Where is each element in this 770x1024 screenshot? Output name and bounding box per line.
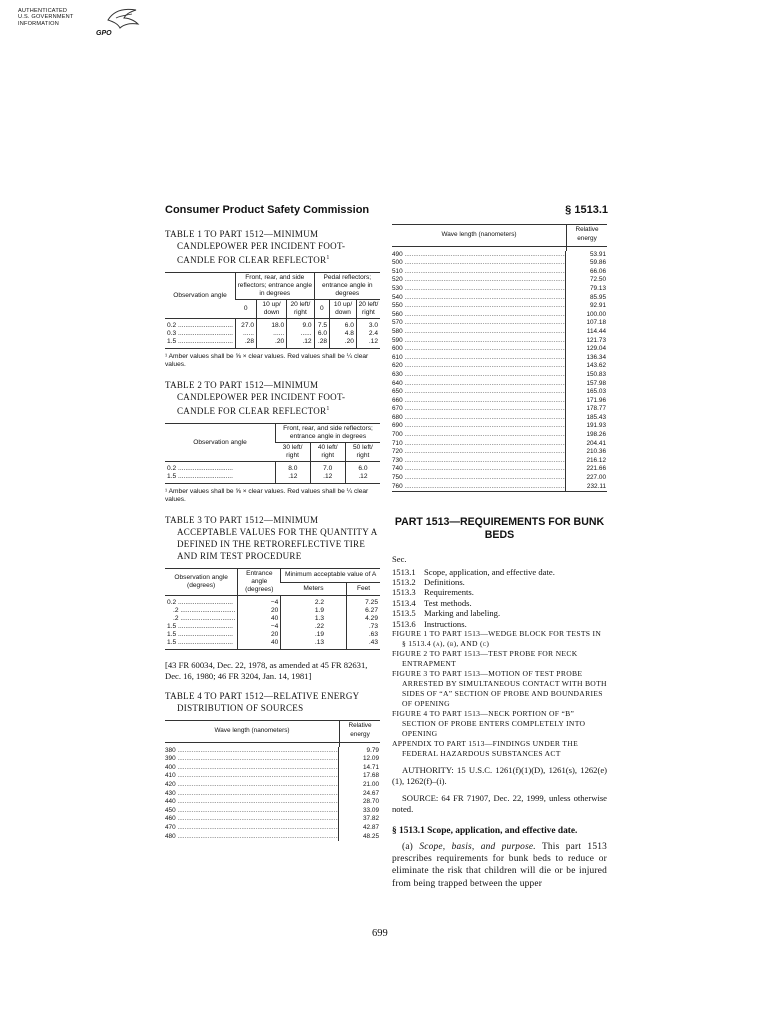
relative-energy-cell: 216.12 [565,457,607,466]
table1-footnote: ¹ Amber values shall be ⅝ × clear values. Red values shall be ¼ clear values. [165,353,369,368]
wave-length-cell: 450 ..... [165,807,338,816]
table4 [165,720,380,841]
table-row [392,483,607,492]
table-row: .2 .............................. 40 1.3 4.29 [173,615,378,622]
table-row [392,388,607,397]
logo-brand: GPO [96,30,112,37]
wave-length-cell: 710 ..... [392,440,565,449]
logo-line: U.S. GOVERNMENT [18,14,74,21]
relative-energy-cell: 72.50 [565,276,607,285]
wave-length-cell: 510 ..... [392,268,565,277]
gpo-authentication-seal [18,6,143,48]
relative-energy-cell: 59.86 [565,259,607,268]
page-number: 699 [372,928,388,939]
table-row: 1.5 .............................. .28 .20 .12 .28 .20 .12 [165,338,380,349]
table2-subheader: 30 left/ right [276,443,311,462]
right-column [392,224,607,890]
part-1513-heading: PART 1513—REQUIREMENTS FOR BUNK BEDS [394,516,605,542]
relative-energy-cell: 204.41 [565,440,607,449]
table2-header-observation: Observation angle [165,424,276,462]
wave-length-cell: 630 ..... [392,371,565,380]
table-row: 1.5 .............................. 40 .13 .43 [165,639,380,650]
relative-energy-cell: 100.00 [565,311,607,320]
section-1513-1-heading: § 1513.1 Scope, application, and effective date. [392,826,578,837]
table1-subheader: 0 [235,300,256,319]
relative-energy-cell: 157.98 [565,380,607,389]
wave-length-cell: 400 ..... [165,764,338,773]
relative-energy-cell: 227.00 [565,474,607,483]
wave-length-cell: 600 ..... [392,345,565,354]
table3-header-entrance: Entrance angle (degrees) [238,569,281,596]
table-row [165,772,380,781]
wave-length-cell: 530 ..... [392,285,565,294]
table-row [392,474,607,483]
table-row [392,397,607,406]
table-row: .2 .............................. 20 1.9 6.27 [173,607,378,614]
wave-length-cell: 520 ..... [392,276,565,285]
wave-length-cell: 740 ..... [392,465,565,474]
table1-subheader: 0 [314,300,329,319]
amendment-citation: [43 FR 60034, Dec. 22, 1978, as amended at 45 FR 82631, Dec. 16, 1980; 46 FR 3204, Jan. 14, 1981] [165,660,368,681]
relative-energy-cell: 143.62 [565,362,607,371]
running-header-section: § 1513.1 [565,204,608,216]
table1-subheader: 20 left/ right [287,300,314,319]
relative-energy-cell: 136.34 [565,354,607,363]
table-row [165,755,380,764]
relative-energy-cell: 92.91 [565,302,607,311]
table-of-contents [392,554,607,759]
table-row [392,362,607,371]
toc-entry: 1513.5 Marking and labeling. [392,608,501,619]
relative-energy-cell: 14.71 [338,764,380,773]
table2-footnote: ¹ Amber values shall be ⅝ × clear values. Red values shall be ¼ clear values. [165,488,369,503]
relative-energy-cell: 165.03 [565,388,607,397]
relative-energy-cell: 210.36 [565,448,607,457]
section-1513-1-body: (a) Scope, basis, and purpose. This part 1513 prescribes requirements for bunk beds to reduce or eliminate the risk that children will die or be injured from being trapped between the upper [392,842,607,889]
toc-entry: 1513.3 Requirements. [392,587,474,598]
table3-header-observation: Observation angle (degrees) [165,569,238,596]
table-row [392,371,607,380]
table-row [165,764,380,773]
table4-continued [392,224,607,492]
table3 [165,568,380,650]
table4-cont-header-wave: Wave length (nanometers) [441,231,517,238]
relative-energy-cell: 33.09 [338,807,380,816]
relative-energy-cell: 185.43 [565,414,607,423]
left-column [165,224,380,841]
table-row [165,815,380,824]
table4-caption: TABLE 4 TO PART 1512—RELATIVE ENERGY DISTRIBUTION OF SOURCES [165,691,360,713]
table-row [392,302,607,311]
toc-figure: FIGURE 2 TO PART 1513—TEST PROBE FOR NECK ENTRAPMENT [392,649,578,669]
table3-subheader: Feet [347,582,380,596]
table2-header-group: Front, rear, and side reflectors; entrance angle in degrees [276,424,381,443]
table1-subheader: 10 up/ down [257,300,287,319]
relative-energy-cell: 221.66 [565,465,607,474]
relative-energy-cell: 114.44 [565,328,607,337]
wave-length-cell: 440 ..... [165,798,338,807]
table1 [165,272,380,349]
relative-energy-cell: 79.13 [565,285,607,294]
relative-energy-cell: 42.87 [338,824,380,833]
wave-length-cell: 540 ..... [392,294,565,303]
relative-energy-cell: 37.82 [338,815,380,824]
wave-length-cell: 420 ..... [165,781,338,790]
table-row [165,781,380,790]
table-row [392,294,607,303]
table-row [392,431,607,440]
wave-length-cell: 430 ..... [165,790,338,799]
relative-energy-cell: 53.91 [565,251,607,260]
table1-subheader: 10 up/ down [330,300,357,319]
table1-subheader: 20 left/ right [356,300,380,319]
wave-length-cell: 730 ..... [392,457,565,466]
table-row [392,276,607,285]
table3-caption: TABLE 3 TO PART 1512—MINIMUM ACCEPTABLE VALUES FOR THE QUANTITY A DEFINED IN THE RETROREFLECTIVE TIRE AND RIM TEST PROCEDURE [165,515,378,561]
table-row [392,414,607,423]
table4-header-wave: Wave length (nanometers) [214,727,290,734]
relative-energy-cell: 66.06 [565,268,607,277]
table-row [392,457,607,466]
relative-energy-cell: 150.83 [565,371,607,380]
table-row [392,440,607,449]
table-row [165,824,380,833]
table-row [392,405,607,414]
relative-energy-cell: 129.04 [565,345,607,354]
table-row [392,285,607,294]
table4-header-energy: Relative energy [339,721,380,742]
wave-length-cell: 380 ..... [165,747,338,756]
wave-length-cell: 390 ..... [165,755,338,764]
toc-figure: APPENDIX TO PART 1513—FINDINGS UNDER THE FEDERAL HAZARDOUS SUBSTANCES ACT [392,739,579,759]
table-row: 0.3 .............................. ...... ...... ...... 6.0 4.8 2.4 [167,330,378,337]
wave-length-cell: 460 ..... [165,815,338,824]
wave-length-cell: 640 ..... [392,380,565,389]
wave-length-cell: 480 ..... [165,833,338,842]
table2-subheader: 50 left/ right [345,443,380,462]
table-row [392,345,607,354]
wave-length-cell: 580 ..... [392,328,565,337]
wave-length-cell: 620 ..... [392,362,565,371]
wave-length-cell: 720 ..... [392,448,565,457]
toc-entry: 1513.1 Scope, application, and effective date. [392,566,555,577]
relative-energy-cell: 85.95 [565,294,607,303]
table-row [392,465,607,474]
relative-energy-cell: 21.00 [338,781,380,790]
logo-line: AUTHENTICATED [18,8,68,14]
table-row: 1.5 .............................. .12 .12 .12 [165,473,380,484]
table-row [165,807,380,816]
table-row [165,790,380,799]
table-row [165,833,380,842]
wave-length-cell: 560 ..... [392,311,565,320]
source-note: SOURCE: 64 FR 71907, Dec. 22, 1999, unless otherwise noted. [392,793,607,815]
table1-header-observation: Observation angle [165,273,235,319]
table-row: 0.2 .............................. −4 2.2 7.25 [165,596,380,608]
wave-length-cell: 500 ..... [392,259,565,268]
table-row: 1.5 .............................. −4 .22 .73 [167,623,378,630]
table2-subheader: 40 left/ right [310,443,345,462]
table-row [165,798,380,807]
table-row [392,422,607,431]
relative-energy-cell: 232.11 [565,483,607,492]
table3-header-group: Minimum acceptable value of A [281,569,380,583]
table1-caption: TABLE 1 TO PART 1512—MINIMUM CANDLEPOWER PER INCIDENT FOOT-CANDLE FOR CLEAR REFLECTOR$^1$ [165,229,346,265]
wave-length-cell: 690 ..... [392,422,565,431]
relative-energy-cell: 48.25 [338,833,380,842]
wave-length-cell: 490 ..... [392,251,565,260]
relative-energy-cell: 24.67 [338,790,380,799]
wave-length-cell: 660 ..... [392,397,565,406]
table-row [392,380,607,389]
relative-energy-cell: 17.68 [338,772,380,781]
toc-figure: FIGURE 3 TO PART 1513—MOTION OF TEST PROBE ARRESTED BY SIMULTANEOUS CONTACT WITH BOTH SIDES OF “A” SECTION OF PROBE AND BOUNDARIES OF OPENING [392,669,607,709]
table1-header-group1: Front, rear, and side reflectors; entrance angle in degrees [235,273,314,300]
table-row: 0.2 .............................. 27.0 18.0 9.0 7.5 6.0 3.0 [165,319,380,331]
table2 [165,423,380,484]
relative-energy-cell: 121.73 [565,337,607,346]
wave-length-cell: 590 ..... [392,337,565,346]
table-row [392,268,607,277]
table-row: 0.2 .............................. 8.0 7.0 6.0 [165,462,380,474]
authority-note: AUTHORITY: 15 U.S.C. 1261(f)(1)(D), 1261(s), 1262(e)(1), 1262(f)–(i). [392,765,607,787]
toc-sec-label: Sec. [392,554,407,565]
table-row: 1.5 .............................. 20 .19 .63 [167,631,378,638]
relative-energy-cell: 12.09 [338,755,380,764]
table-row [392,251,607,260]
table-row [392,259,607,268]
wave-length-cell: 410 ..... [165,772,338,781]
wave-length-cell: 550 ..... [392,302,565,311]
wave-length-cell: 670 ..... [392,405,565,414]
table-row [392,328,607,337]
table4-cont-header-energy: Relative energy [566,225,607,246]
wave-length-cell: 570 ..... [392,319,565,328]
relative-energy-cell: 107.18 [565,319,607,328]
table3-subheader: Meters [281,582,347,596]
wave-length-cell: 680 ..... [392,414,565,423]
wave-length-cell: 610 ..... [392,354,565,363]
toc-figure: FIGURE 4 TO PART 1513—NECK PORTION OF “B” SECTION OF PROBE ENTERS COMPLETELY INTO OPENING [392,709,586,739]
table-row [392,337,607,346]
wave-length-cell: 650 ..... [392,388,565,397]
relative-energy-cell: 171.96 [565,397,607,406]
toc-figure: FIGURE 1 TO PART 1513—WEDGE BLOCK FOR TESTS IN § 1513.4 (a), (b), AND (c) [392,629,602,649]
relative-energy-cell: 28.70 [338,798,380,807]
wave-length-cell: 760 ..... [392,483,565,492]
relative-energy-cell: 191.93 [565,422,607,431]
relative-energy-cell: 198.26 [565,431,607,440]
logo-line: INFORMATION [18,20,59,27]
table-row [392,354,607,363]
table1-header-group2: Pedal reflectors; entrance angle in degrees [314,273,380,300]
relative-energy-cell: 178.77 [565,405,607,414]
table-row [392,448,607,457]
table-row [165,747,380,756]
table2-caption: TABLE 2 TO PART 1512—MINIMUM CANDLEPOWER PER INCIDENT FOOT-CANDLE FOR CLEAR REFLECTOR$^1$ [165,380,346,416]
relative-energy-cell: 9.79 [338,747,380,756]
toc-entry: 1513.4 Test methods. [392,597,472,608]
table-row [392,319,607,328]
toc-entry: 1513.6 Instructions. [392,618,467,629]
running-header-agency: Consumer Product Safety Commission [165,204,370,216]
toc-entry: 1513.2 Definitions. [392,577,465,588]
wave-length-cell: 750 ..... [392,474,565,483]
wave-length-cell: 470 ..... [165,824,338,833]
wave-length-cell: 700 ..... [392,431,565,440]
table-row [392,311,607,320]
